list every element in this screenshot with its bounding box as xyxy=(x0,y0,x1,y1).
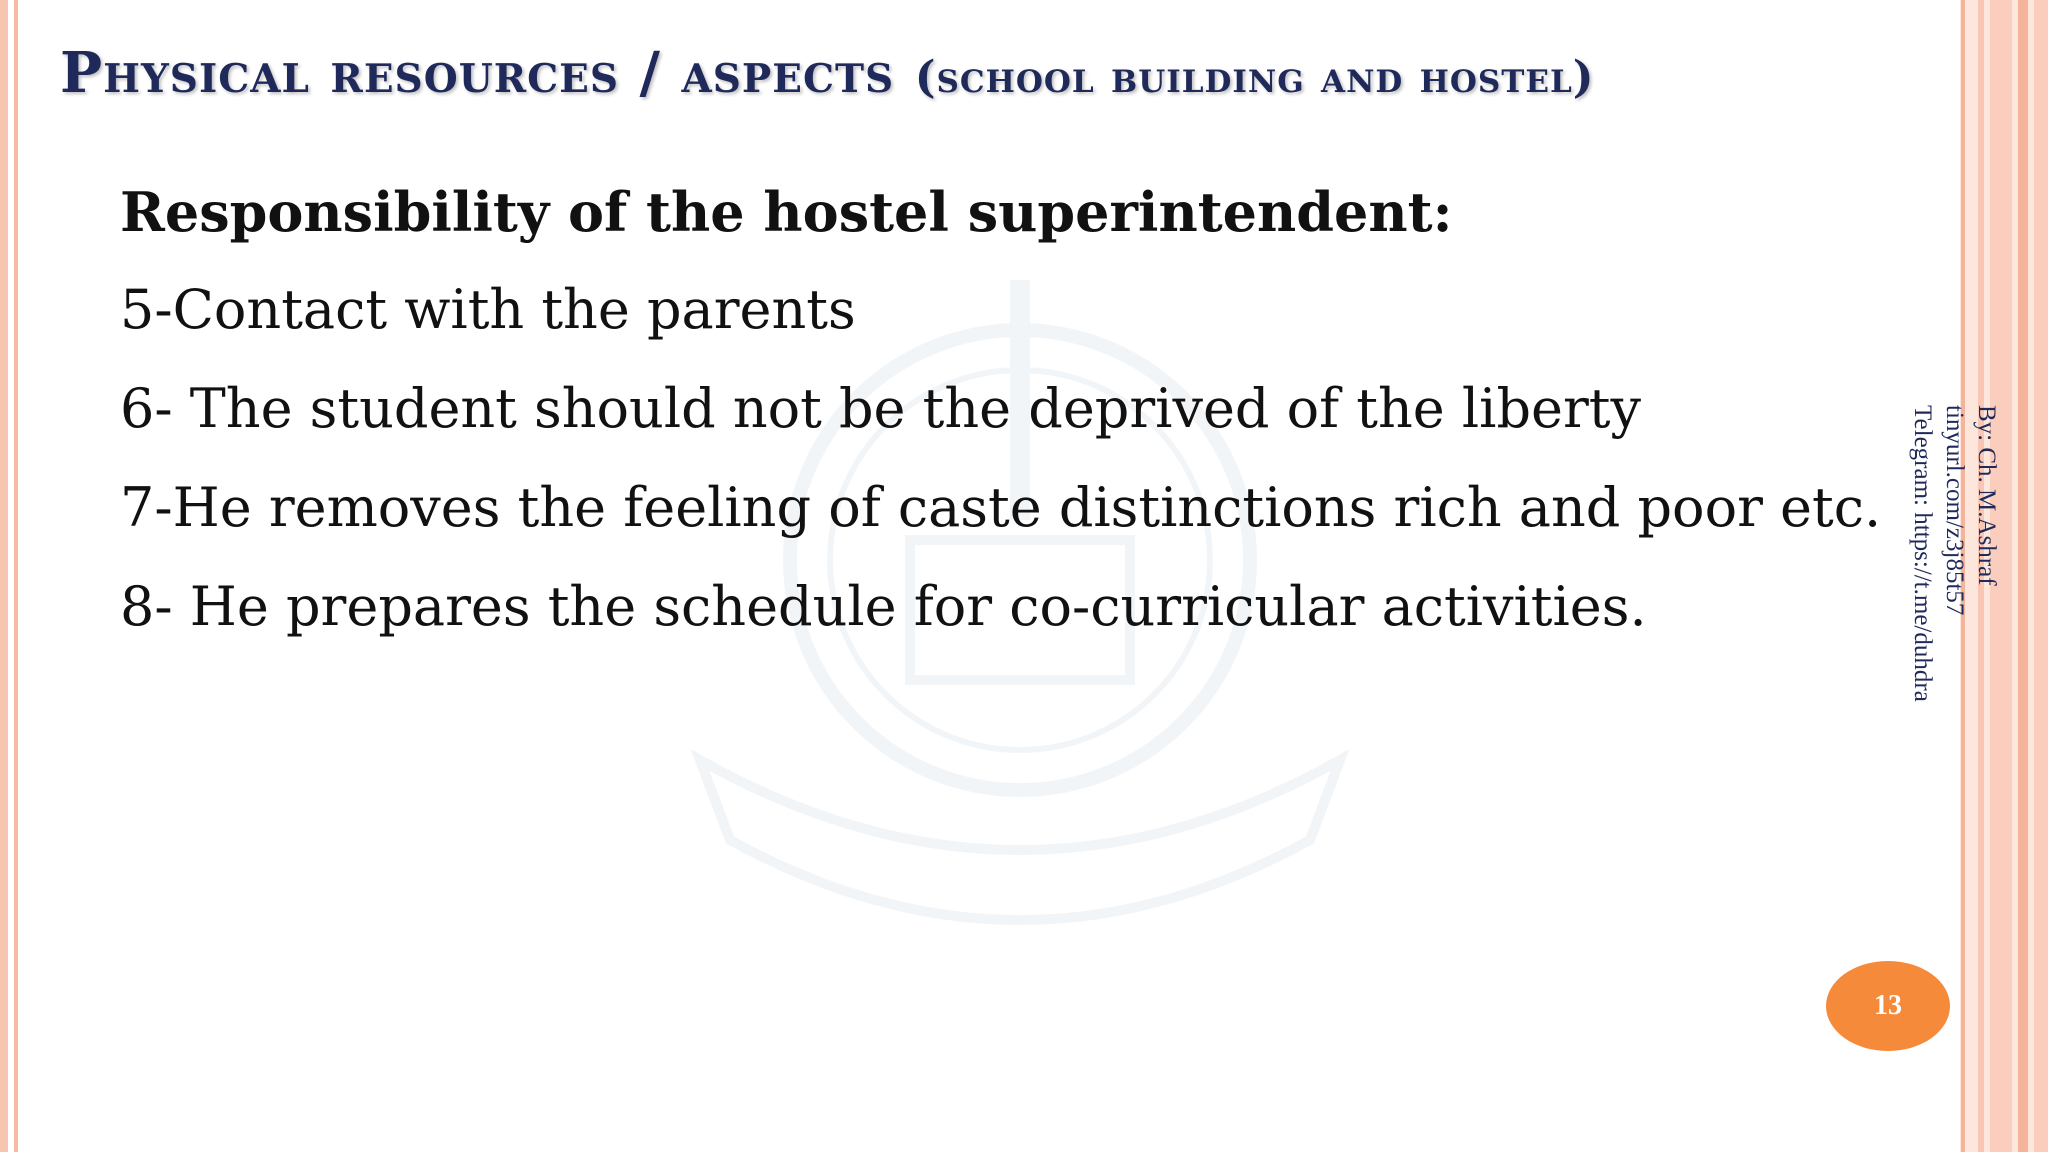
content-line: 6- The student should not be the deprived of the liberty xyxy=(120,377,1641,440)
content-line: 5-Contact with the parents xyxy=(120,278,856,341)
credit-author: By: Ch. M.Ashraf xyxy=(1973,405,2000,586)
page-number: 13 xyxy=(1874,990,1902,1021)
content-line: 7-He removes the feeling of caste distinctions rich and poor etc. xyxy=(120,476,1882,539)
credit-link: tinyurl.com/z3j85t57 xyxy=(1941,405,1968,616)
content-line: 8- He prepares the schedule for co-curricular activities. xyxy=(120,575,1647,638)
content-body xyxy=(120,180,1882,674)
content-heading: Responsibility of the hostel superintendent: xyxy=(120,180,1453,244)
slide-title xyxy=(60,40,1940,106)
title-main: Physical resources / aspects xyxy=(60,40,895,106)
author-credit xyxy=(1874,405,2002,775)
left-border xyxy=(0,0,8,1152)
stripe xyxy=(2034,0,2048,1152)
credit-telegram: Telegram: https://t.me/duhdra xyxy=(1909,405,1936,702)
title-subtitle: (school building and hostel) xyxy=(914,52,1595,103)
left-border-inner xyxy=(14,0,18,1152)
page-number-badge xyxy=(1826,961,1950,1051)
stripe xyxy=(2018,0,2028,1152)
